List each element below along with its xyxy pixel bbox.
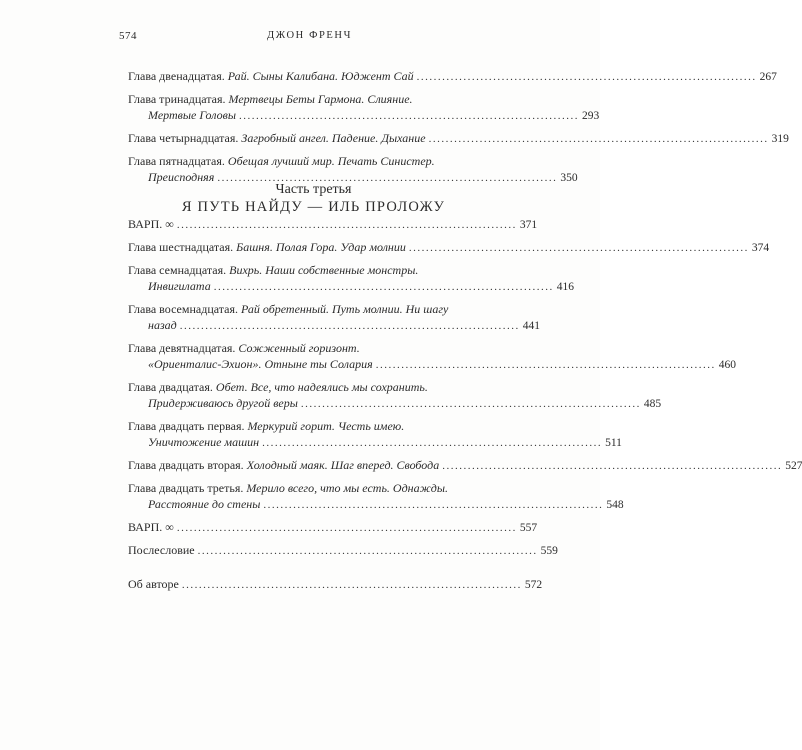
toc-page-number: 485 — [643, 398, 662, 410]
toc-page-number: 460 — [718, 359, 736, 371]
part-title: Я ПУТЬ НАЙДУ — ИЛЬ ПРОЛОЖУ — [181, 199, 446, 215]
toc-block-part-three — [128, 216, 802, 593]
toc-entry[interactable]: Послесловие ................................................................................ 559 — [128, 543, 558, 557]
toc-page-number: 293 — [581, 110, 600, 122]
toc-page-number: 527 — [785, 460, 802, 472]
toc-entry[interactable]: Глава тринадцатая. Мертвецы Беты Гармона. Слияние. Мертвые Головы ................................................................................ 293 — [128, 92, 600, 122]
part-heading — [128, 181, 499, 217]
running-title: ДЖОН ФРЕНЧ — [266, 30, 353, 41]
toc-entry[interactable]: Глава двадцать вторая. Холодный маяк. Шаг вперед. Свобода ................................................................................ 527 — [128, 458, 802, 472]
toc-entry[interactable]: Глава шестнадцатая. Башня. Полая Гора. Удар молнии ................................................................................ 374 — [128, 240, 770, 254]
toc-page-number: 557 — [519, 522, 538, 534]
toc-page-number: 511 — [605, 437, 622, 449]
toc-entry[interactable]: Глава девятнадцатая. Сожженный горизонт. «Ориенталис-Эхион». Отныне ты Солария ................................................................................ 460 — [128, 341, 736, 371]
toc-page-number: 416 — [556, 281, 574, 293]
toc-page-number: 319 — [771, 133, 789, 145]
toc-entry[interactable]: ВАРП. ∞ ................................................................................ 557 — [128, 520, 538, 534]
running-head — [119, 30, 500, 46]
toc-page-number: 441 — [522, 320, 540, 332]
toc-entry[interactable]: Глава двенадцатая. Рай. Сыны Калибана. Юджент Сай ................................................................................ 267 — [128, 69, 777, 83]
toc-page-number: 267 — [759, 71, 777, 83]
toc-entry-about-author[interactable]: Об авторе ................................................................................ 572 — [128, 577, 543, 591]
toc-entry[interactable]: Глава пятнадцатая. Обещая лучший мир. Печать Синистер. Преисподняя ................................................................................ 350 — [128, 154, 578, 184]
toc-page-number: 548 — [606, 499, 624, 511]
toc-entry[interactable]: Глава семнадцатая. Вихрь. Наши собственные монстры. Инвигилата ................................................................................ 416 — [128, 263, 574, 293]
toc-entry[interactable]: Глава четырнадцатая. Загробный ангел. Падение. Дыхание ................................................................................ 319 — [128, 131, 789, 145]
page-number: 574 — [119, 30, 137, 42]
part-label: Часть третья — [275, 182, 352, 197]
toc-page-number: 371 — [519, 219, 538, 231]
toc-block-part-two-end — [128, 68, 789, 186]
toc-page-number: 572 — [524, 579, 543, 591]
toc-page-number: 559 — [540, 545, 558, 557]
toc-page-number: 350 — [560, 172, 578, 184]
toc-entry[interactable]: Глава двадцать первая. Меркурий горит. Честь имею. Уничтожение машин ................................................................................ 511 — [128, 419, 622, 449]
toc-entry[interactable]: Глава двадцать третья. Мерило всего, что мы есть. Однажды. Расстояние до стены ................................................................................ 548 — [128, 481, 624, 511]
toc-entry[interactable]: ВАРП. ∞ ................................................................................ 371 — [128, 217, 538, 231]
toc-entry[interactable]: Глава двадцатая. Обет. Все, что надеялись мы сохранить. Придерживаюсь другой веры ................................................................................ 485 — [128, 380, 662, 410]
toc-page-number: 374 — [751, 242, 770, 254]
toc-entry[interactable]: Глава восемнадцатая. Рай обретенный. Путь молнии. Ни шагу назад ................................................................................ 441 — [128, 302, 540, 332]
